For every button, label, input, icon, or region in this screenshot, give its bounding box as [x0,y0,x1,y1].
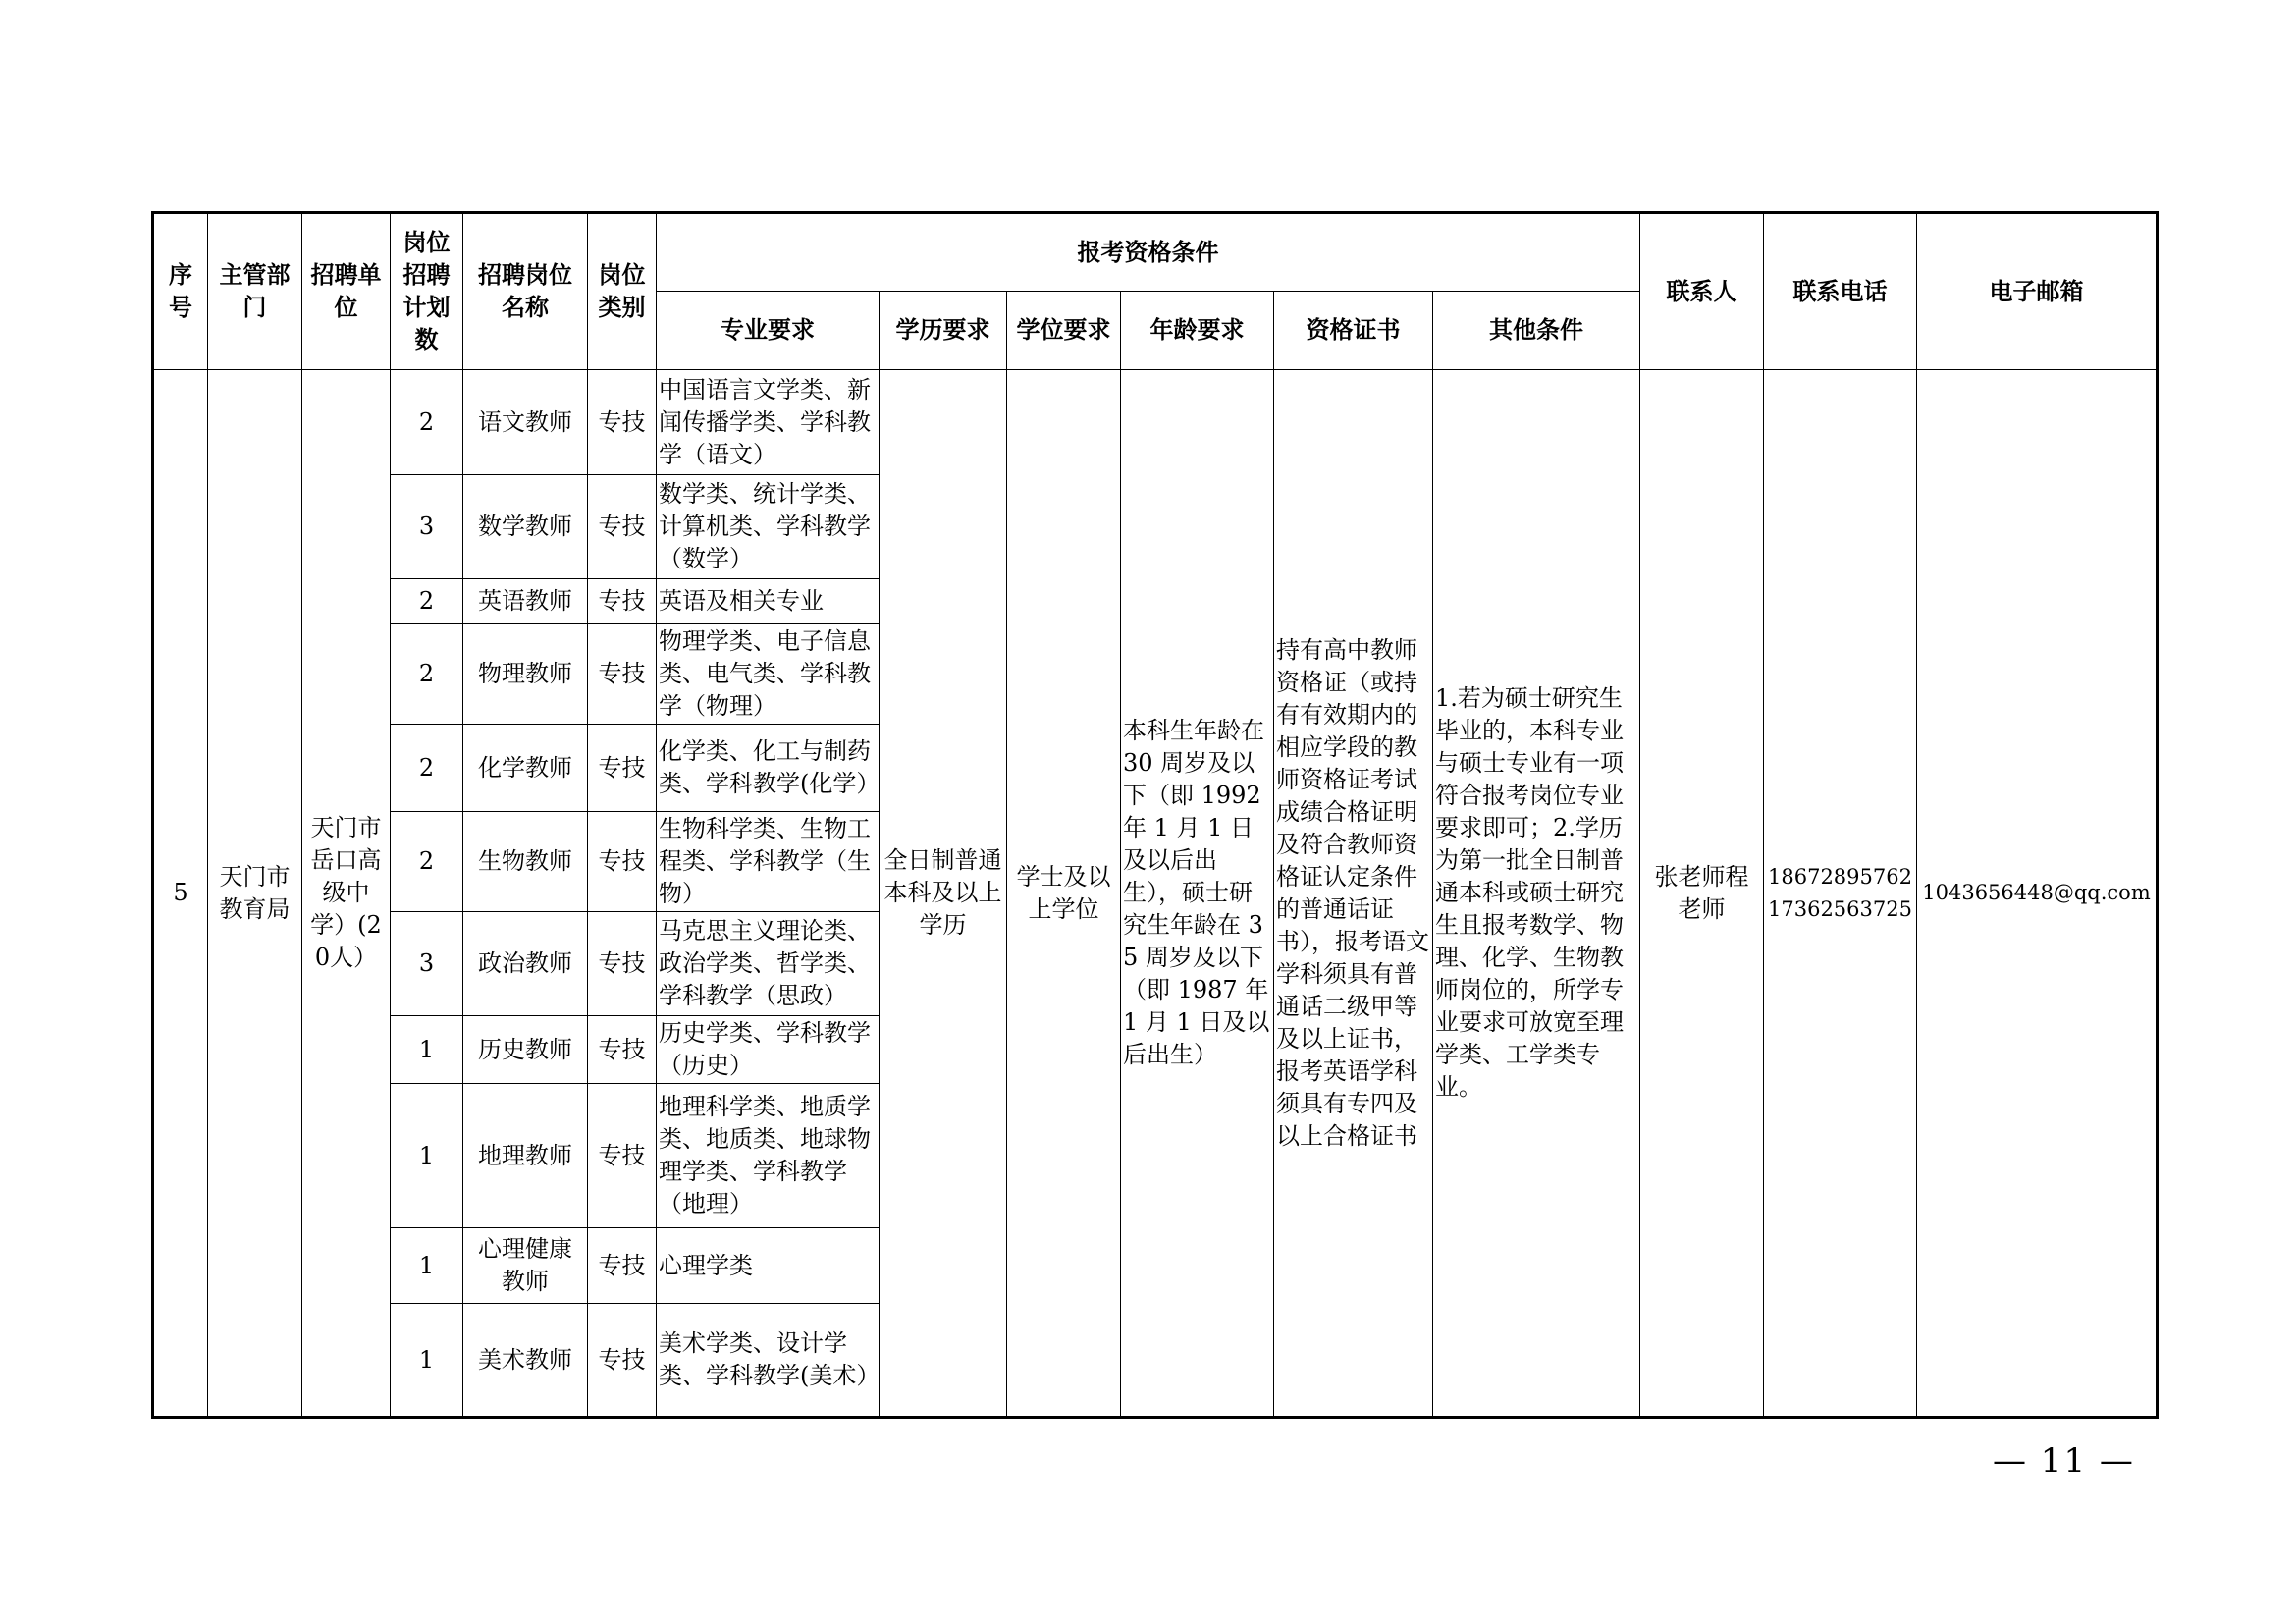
cell-position-type: 专技 [588,624,657,725]
page-number: — 11 — [1993,1441,2135,1481]
cell-other: 1.若为硕士研究生毕业的，本科专业与硕士专业有一项符合报考岗位专业要求即可；2.学历为第一批全日制普通本科或硕士研究生且报考数学、物理、化学、生物教师岗位的，所学专业要求可放宽至理学类、工学类专业。 [1433,370,1640,1418]
cell-quota: 3 [391,912,463,1016]
cell-position-name: 化学教师 [463,725,588,812]
header-position-type: 岗位类别 [588,213,657,370]
recruitment-table [151,211,2159,1419]
cell-major: 地理科学类、地质学类、地质类、地球物理学类、学科教学（地理） [657,1084,880,1228]
header-major: 专业要求 [657,292,880,370]
cell-age: 本科生年龄在 30 周岁及以下（即 1992 年 1 月 1 日及以后出生），硕士研究生年龄在 35 周岁及以下（即 1987 年 1 月 1 日及以后出生） [1121,370,1274,1418]
cell-quota: 1 [391,1084,463,1228]
cell-position-type: 专技 [588,1228,657,1304]
cell-position-type: 专技 [588,1304,657,1418]
cell-major: 物理学类、电子信息类、电气类、学科教学（物理） [657,624,880,725]
cell-quota: 1 [391,1016,463,1084]
cell-major: 美术学类、设计学类、学科教学(美术） [657,1304,880,1418]
header-certificate: 资格证书 [1274,292,1433,370]
header-degree: 学位要求 [1007,292,1121,370]
cell-certificate: 持有高中教师资格证（或持有有效期内的相应学段的教师资格证考试成绩合格证明及符合教师资格证认定条件的普通话证书），报考语文学科须具有普通话二级甲等及以上证书，报考英语学科须具有专四及以上合格证书 [1274,370,1433,1418]
cell-email: 1043656448@qq.com [1917,370,2158,1418]
cell-quota: 3 [391,475,463,579]
cell-degree: 学士及以上学位 [1007,370,1121,1418]
header-quota: 岗位招聘计划数 [391,213,463,370]
header-other: 其他条件 [1433,292,1640,370]
cell-major: 生物科学类、生物工程类、学科教学（生物） [657,812,880,912]
header-unit: 招聘单位 [302,213,391,370]
cell-position-name: 语文教师 [463,370,588,475]
cell-quota: 2 [391,624,463,725]
header-seq: 序号 [153,213,208,370]
cell-quota: 2 [391,370,463,475]
cell-position-name: 政治教师 [463,912,588,1016]
cell-position-type: 专技 [588,370,657,475]
cell-major: 历史学类、学科教学（历史） [657,1016,880,1084]
cell-position-name: 历史教师 [463,1016,588,1084]
cell-contact: 张老师程老师 [1640,370,1764,1418]
cell-position-name: 地理教师 [463,1084,588,1228]
header-contact: 联系人 [1640,213,1764,370]
cell-major: 马克思主义理论类、政治学类、哲学类、学科教学（思政） [657,912,880,1016]
header-department: 主管部门 [208,213,302,370]
cell-major: 心理学类 [657,1228,880,1304]
table-row [153,370,2158,475]
cell-phone: 18672895762 17362563725 [1764,370,1917,1418]
cell-quota: 2 [391,725,463,812]
header-education: 学历要求 [880,292,1007,370]
cell-major: 英语及相关专业 [657,579,880,624]
cell-position-name: 英语教师 [463,579,588,624]
header-position-name: 招聘岗位名称 [463,213,588,370]
cell-position-name: 美术教师 [463,1304,588,1418]
cell-seq: 5 [153,370,208,1418]
cell-quota: 2 [391,812,463,912]
cell-education: 全日制普通本科及以上学历 [880,370,1007,1418]
cell-position-name: 心理健康教师 [463,1228,588,1304]
recruitment-table-wrapper [151,211,2156,1419]
cell-major: 数学类、统计学类、计算机类、学科教学（数学） [657,475,880,579]
cell-position-type: 专技 [588,1016,657,1084]
cell-major: 化学类、化工与制药类、学科教学(化学） [657,725,880,812]
cell-department: 天门市教育局 [208,370,302,1418]
cell-position-name: 数学教师 [463,475,588,579]
cell-position-type: 专技 [588,1084,657,1228]
cell-quota: 2 [391,579,463,624]
cell-position-type: 专技 [588,475,657,579]
header-age: 年龄要求 [1121,292,1274,370]
cell-major: 中国语言文学类、新闻传播学类、学科教学（语文） [657,370,880,475]
cell-position-type: 专技 [588,812,657,912]
cell-position-type: 专技 [588,912,657,1016]
header-phone: 联系电话 [1764,213,1917,370]
header-qualifications: 报考资格条件 [657,213,1640,292]
cell-position-type: 专技 [588,579,657,624]
cell-unit: 天门市岳口高级中学）(20人） [302,370,391,1418]
header-email: 电子邮箱 [1917,213,2158,370]
cell-quota: 1 [391,1228,463,1304]
cell-position-name: 生物教师 [463,812,588,912]
cell-position-name: 物理教师 [463,624,588,725]
cell-quota: 1 [391,1304,463,1418]
cell-position-type: 专技 [588,725,657,812]
